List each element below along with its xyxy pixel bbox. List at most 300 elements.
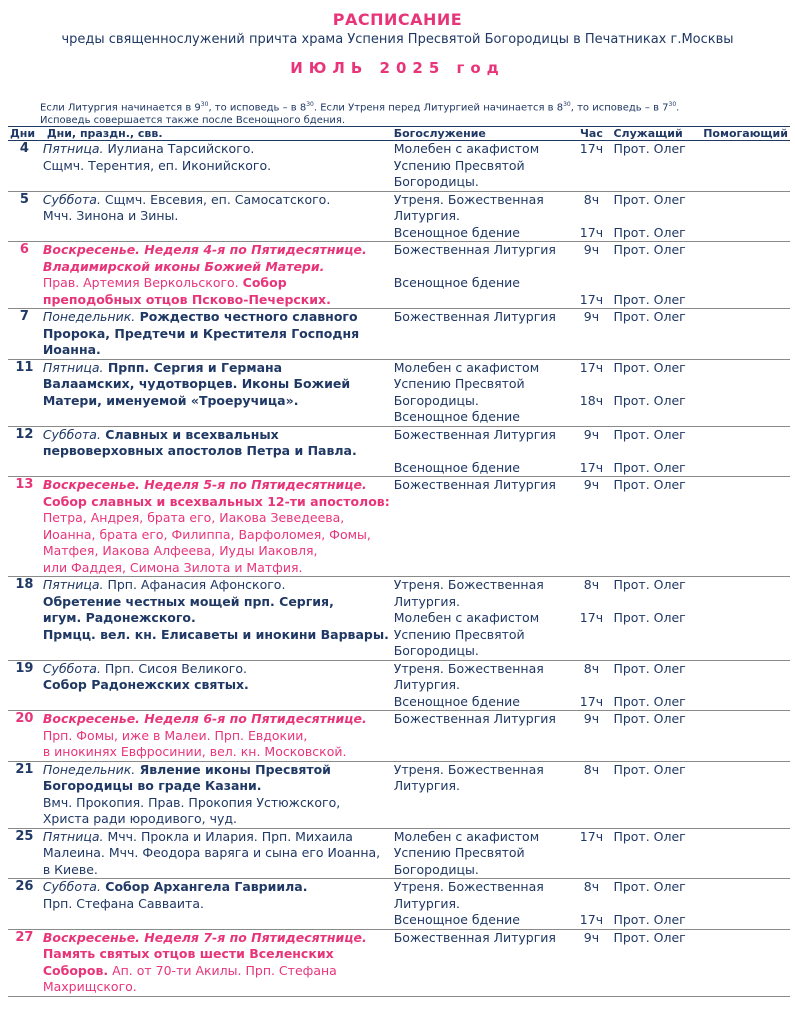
document-title: РАСПИСАНИЕ (332, 10, 463, 29)
priest-text-line (613, 342, 699, 359)
service-text-line: Богородицы. (393, 861, 479, 877)
saints-text: Вмч. Прокопия. Прав. Прокопия Устюжского, (42, 794, 341, 810)
saints-cell (41, 477, 392, 577)
service-text-line: Литургия. (393, 593, 461, 609)
service-text-line: Литургия. (393, 208, 461, 223)
saints-line (43, 158, 390, 175)
hour-text-line: 9ч (583, 711, 600, 726)
service-text-line: Божественная Литургия (393, 309, 556, 324)
saints-text: Петра, Андрея, брата его, Иакова Зеведеева, (42, 510, 345, 525)
saints-line (43, 259, 390, 276)
hour-cell (571, 879, 611, 930)
service-cell (392, 242, 572, 309)
service-text-line (394, 259, 570, 276)
saints-text: Мчч. Прокла и Илария. Прп. Михаила (103, 828, 353, 844)
helper-cell (701, 711, 790, 762)
hour-text-line (573, 376, 609, 393)
priest-cell (611, 242, 701, 309)
saints-text: Пятница. (42, 359, 104, 375)
helper-cell (701, 761, 790, 828)
service-text-line: Утреня. Божественная (393, 761, 544, 777)
saints-text: Владимирской иконы Божией Матери. (42, 258, 325, 274)
saints-cell (41, 828, 392, 879)
hour-text-line (573, 409, 609, 426)
priest-cell (611, 929, 701, 996)
saints-text: Богородицы во граде Казани. (42, 778, 262, 793)
table-row (8, 242, 790, 309)
service-text-line: Божественная Литургия (393, 242, 556, 257)
priest-text-line (613, 643, 699, 660)
day-cell: 6 (8, 242, 41, 309)
hour-text-line: 17ч (579, 224, 604, 240)
hour-text-line: 9ч (583, 477, 600, 492)
saints-line (43, 930, 390, 947)
saints-line (43, 326, 390, 343)
hour-cell (571, 477, 611, 577)
saints-cell (41, 359, 392, 426)
priest-text-line: Прот. Олег (613, 693, 686, 709)
priest-text-line: Прот. Олег (613, 359, 686, 375)
service-text-line: Утреня. Божественная (393, 577, 544, 592)
schedule-table (8, 126, 790, 997)
saints-text: Суббота. (42, 879, 101, 894)
service-text-line: Успению Пресвятой (393, 845, 525, 860)
service-text-line: Литургия. (393, 677, 461, 692)
table-row (8, 191, 790, 242)
saints-line (43, 527, 390, 544)
hour-cell (571, 761, 611, 828)
hour-cell (571, 660, 611, 711)
table-row (8, 879, 790, 930)
saints-line (43, 627, 390, 644)
priest-cell (611, 359, 701, 426)
saints-line (43, 192, 390, 209)
priest-cell (611, 828, 701, 879)
hour-text-line (573, 174, 609, 191)
priest-cell (611, 761, 701, 828)
hour-text-line (573, 208, 609, 225)
saints-line (43, 443, 390, 460)
priest-text-line (613, 275, 699, 292)
day-cell: 18 (8, 577, 41, 661)
priest-cell (611, 309, 701, 360)
priest-cell (611, 191, 701, 242)
saints-text: Прпп. Сергия и Германа (103, 359, 283, 375)
saints-text: Явление иконы Пресвятой (135, 761, 331, 777)
saints-line (43, 762, 390, 779)
saints-text: Обретение честных мощей прп. Сергия, (42, 593, 334, 609)
hour-text-line: 9ч (583, 309, 600, 324)
priest-cell (611, 711, 701, 762)
priest-text-line: Прот. Олег (613, 191, 686, 207)
priest-text-line (613, 376, 699, 393)
saints-line (43, 376, 390, 393)
helper-cell (701, 660, 790, 711)
priest-text-line: Прот. Олег (613, 291, 686, 307)
table-row (8, 828, 790, 879)
priest-text-line (613, 174, 699, 191)
priest-text-line: Прот. Олег (613, 242, 686, 257)
saints-text: Собор славных и всехвальных 12-ти апостолов: (42, 493, 390, 509)
saints-text: Пророка, Предтечи и Крестителя Господня (42, 325, 360, 341)
column-header-day: Дни (8, 127, 41, 141)
day-cell: 21 (8, 761, 41, 828)
document-header (0, 10, 795, 77)
saints-text: Ап. от 70-ти Акилы. Прп. Стефана (108, 962, 337, 978)
helper-cell (701, 879, 790, 930)
hour-cell (571, 426, 611, 477)
saints-text: Соборов. (42, 962, 109, 978)
saints-text: игум. Радонежского. (42, 610, 196, 625)
hour-cell (571, 359, 611, 426)
saints-text: Иоанна. (42, 342, 101, 357)
hour-text-line: 17ч (579, 359, 604, 375)
saints-text: Малеина. Мчч. Феодора варяга и сына его Иоанна, (42, 845, 381, 860)
service-text-line: Всенощное бдение (393, 224, 520, 240)
service-cell (392, 426, 572, 477)
saints-line (43, 677, 390, 694)
day-cell: 4 (8, 141, 41, 192)
table-row (8, 761, 790, 828)
priest-text-line: Прот. Олег (613, 929, 686, 945)
day-cell: 20 (8, 711, 41, 762)
confession-note-line-1: Если Литургия начинается в $9^{30}$, то исповедь – в $8^{30}$. Если Утреня перед Литургией начинается в $8^{30}$, то исповедь – в $7^{30}$. (40, 101, 680, 114)
priest-text-line (613, 443, 699, 460)
saints-text: Воскресенье. Неделя 5-я по Пятидесятнице. (42, 477, 367, 492)
saints-line (43, 275, 390, 292)
saints-line (43, 309, 390, 326)
day-cell: 11 (8, 359, 41, 426)
saints-line (43, 744, 390, 761)
priest-text-line (613, 778, 699, 795)
saints-text: преподобных отцов Псково-Печерских. (42, 291, 331, 307)
saints-line (43, 477, 390, 494)
hour-text-line (573, 845, 609, 862)
saints-cell (41, 242, 392, 309)
service-text-line (394, 443, 570, 460)
hour-text-line: 17ч (579, 610, 604, 625)
service-text-line: Богородицы. (393, 392, 479, 408)
saints-text: Собор Архангела Гавриила. (100, 879, 308, 894)
priest-text-line: Прот. Олег (613, 392, 686, 408)
saints-text: Матфея, Иакова Алфеева, Иуды Иаковля, (42, 543, 318, 558)
saints-text: или Фаддея, Симона Зилота и Матфия. (42, 559, 303, 575)
service-text-line: Молебен с акафистом (393, 610, 540, 625)
day-cell: 25 (8, 828, 41, 879)
service-cell (392, 309, 572, 360)
schedule-body (8, 141, 790, 997)
priest-text-line: Прот. Олег (613, 224, 686, 240)
helper-cell (701, 309, 790, 360)
saints-text: Собор Радонежских святых. (42, 677, 249, 692)
service-text-line (394, 292, 570, 309)
day-cell: 12 (8, 426, 41, 477)
saints-cell (41, 426, 392, 477)
service-cell (392, 359, 572, 426)
priest-text-line: Прот. Олег (613, 879, 686, 894)
priest-text-line: Прот. Олег (613, 141, 686, 156)
priest-cell (611, 577, 701, 661)
saints-text: Иулиана Тарсийского. (103, 141, 255, 156)
service-cell (392, 929, 572, 996)
helper-cell (701, 242, 790, 309)
saints-cell (41, 879, 392, 930)
saints-text: Мчч. Зинона и Зины. (42, 208, 179, 223)
table-row (8, 711, 790, 762)
hour-text-line (573, 643, 609, 660)
saints-text: Память святых отцов шести Вселенских (42, 946, 334, 961)
service-text-line: Всенощное бдение (393, 459, 520, 475)
column-header-service: Богослужение (392, 127, 572, 141)
saints-text: Иоанна, брата его, Филиппа, Варфоломея, Фомы, (42, 526, 371, 542)
saints-line (43, 208, 390, 225)
saints-text: Махрищского. (42, 979, 137, 994)
saints-line (43, 811, 390, 828)
saints-text: в инокинях Евфросинии, вел. кн. Московской. (42, 744, 347, 759)
saints-text: Суббота. (42, 191, 101, 207)
service-text-line: Всенощное бдение (393, 409, 520, 424)
saints-text: Сщмч. Терентия, еп. Иконийского. (42, 157, 272, 173)
saints-line (43, 141, 390, 158)
hour-text-line: 17ч (579, 828, 604, 844)
day-cell: 27 (8, 929, 41, 996)
saints-text: Сщмч. Евсевия, еп. Самосатского. (100, 191, 331, 207)
hour-text-line: 9ч (583, 242, 600, 257)
priest-text-line: Прот. Олег (613, 660, 686, 676)
hour-text-line: 17ч (579, 141, 604, 156)
service-text-line: Божественная Литургия (393, 426, 556, 442)
column-header-saints: Дни, праздн., свв. (41, 127, 392, 141)
priest-text-line: Прот. Олег (613, 828, 686, 844)
hour-text-line (573, 342, 609, 359)
table-row (8, 929, 790, 996)
table-row (8, 660, 790, 711)
saints-text: первоверховных апостолов Петра и Павла. (42, 443, 357, 458)
table-row (8, 477, 790, 577)
saints-line (43, 778, 390, 795)
hour-text-line (573, 862, 609, 879)
saints-line (43, 979, 390, 996)
priest-cell (611, 141, 701, 192)
day-cell: 26 (8, 879, 41, 930)
saints-text: Пятница. (42, 577, 104, 592)
saints-text: Прп. Фомы, иже в Малеи. Прп. Евдокии, (42, 727, 308, 743)
day-cell: 13 (8, 477, 41, 577)
hour-cell (571, 828, 611, 879)
saints-line (43, 292, 390, 309)
hour-text-line: 17ч (579, 291, 604, 307)
hour-text-line: 17ч (579, 693, 604, 709)
priest-text-line: Прот. Олег (613, 610, 686, 625)
service-text-line: Божественная Литургия (393, 929, 556, 945)
saints-line (43, 427, 390, 444)
saints-text: Пятница. (42, 141, 104, 156)
priest-text-line (613, 158, 699, 175)
saints-cell (41, 761, 392, 828)
hour-text-line (573, 778, 609, 795)
priest-text-line (613, 896, 699, 913)
day-cell: 19 (8, 660, 41, 711)
service-cell (392, 879, 572, 930)
saints-text: Прп. Афанасия Афонского. (103, 577, 286, 592)
saints-text: Понедельник. (42, 761, 136, 777)
service-text-line: Всенощное бдение (393, 912, 520, 927)
service-text-line (394, 342, 570, 359)
service-cell (392, 660, 572, 711)
hour-cell (571, 141, 611, 192)
saints-line (43, 829, 390, 846)
saints-line (43, 594, 390, 611)
priest-text-line: Прот. Олег (613, 477, 686, 492)
priest-cell (611, 660, 701, 711)
priest-text-line (613, 594, 699, 611)
helper-cell (701, 929, 790, 996)
saints-text: Валаамских, чудотворцев. Иконы Божией (42, 376, 351, 391)
saints-text: в Киеве. (42, 861, 98, 877)
hour-text-line: 8ч (583, 660, 600, 676)
hour-text-line: 18ч (579, 392, 604, 408)
saints-cell (41, 577, 392, 661)
saints-line (43, 510, 390, 527)
hour-text-line (573, 594, 609, 611)
saints-line (43, 896, 390, 913)
priest-text-line: Прот. Олег (613, 912, 686, 927)
priest-text-line (613, 326, 699, 343)
priest-cell (611, 477, 701, 577)
priest-cell (611, 879, 701, 930)
helper-cell (701, 191, 790, 242)
saints-line (43, 963, 390, 980)
service-text-line: Богородицы. (393, 643, 479, 658)
service-text-line: Литургия. (393, 778, 461, 793)
hour-text-line (573, 326, 609, 343)
service-cell (392, 711, 572, 762)
table-row (8, 359, 790, 426)
hour-text-line: 9ч (583, 929, 600, 945)
confession-note (40, 98, 760, 127)
priest-text-line: Прот. Олег (613, 577, 686, 592)
table-row (8, 577, 790, 661)
priest-text-line: Прот. Олег (613, 309, 686, 324)
saints-text: Собор (242, 275, 287, 290)
saints-line (43, 610, 390, 627)
hour-text-line: 8ч (583, 191, 600, 207)
service-cell (392, 141, 572, 192)
hour-cell (571, 191, 611, 242)
saints-line (43, 543, 390, 560)
saints-cell (41, 141, 392, 192)
saints-text: Воскресенье. Неделя 6-я по Пятидесятнице. (42, 711, 367, 726)
service-cell (392, 761, 572, 828)
priest-text-line (613, 862, 699, 879)
saints-cell (41, 191, 392, 242)
saints-line (43, 661, 390, 678)
helper-cell (701, 477, 790, 577)
saints-cell (41, 929, 392, 996)
service-text-line: Утреня. Божественная (393, 879, 544, 894)
table-row (8, 141, 790, 192)
service-text-line: Божественная Литургия (393, 711, 556, 726)
saints-text: Славных и всехвальных (100, 426, 279, 442)
service-cell (392, 828, 572, 879)
saints-text: Понедельник. (42, 309, 136, 324)
saints-text: Прп. Сисоя Великого. (100, 660, 247, 676)
service-text-line: Молебен с акафистом (393, 359, 540, 375)
saints-text: Пятница. (42, 828, 104, 844)
priest-text-line (613, 208, 699, 225)
saints-text: Прмцц. вел. кн. Елисаветы и инокини Варвары. (42, 626, 389, 642)
service-cell (392, 577, 572, 661)
saints-text: Суббота. (42, 660, 101, 676)
priest-text-line: Прот. Олег (613, 711, 686, 726)
saints-line (43, 845, 390, 862)
hour-text-line (573, 896, 609, 913)
priest-text-line: Прот. Олег (613, 459, 686, 475)
service-text-line: Всенощное бдение (393, 693, 520, 709)
priest-text-line (613, 627, 699, 644)
saints-text: Воскресенье. Неделя 4-я по Пятидесятнице. (42, 242, 367, 257)
service-text-line: Молебен с акафистом (393, 828, 540, 844)
hour-text-line: 8ч (583, 879, 600, 894)
table-row (8, 309, 790, 360)
priest-text-line (613, 409, 699, 426)
day-cell: 7 (8, 309, 41, 360)
saints-line (43, 242, 390, 259)
service-text-line: Утреня. Божественная (393, 660, 544, 676)
saints-line (43, 711, 390, 728)
column-header-priest: Служащий (611, 127, 701, 141)
hour-cell (571, 929, 611, 996)
helper-cell (701, 828, 790, 879)
saints-cell (41, 309, 392, 360)
confession-note-line-2: Исповедь совершается также после Всенощного бдения. (40, 115, 346, 127)
priest-text-line (613, 259, 699, 276)
column-header-hour: Час (571, 127, 611, 141)
table-row (8, 426, 790, 477)
priest-text-line (613, 677, 699, 694)
hour-cell (571, 309, 611, 360)
priest-text-line: Прот. Олег (613, 426, 686, 442)
hour-text-line (573, 627, 609, 644)
document-subtitle: чреды священнослужений причта храма Успения Пресвятой Богородицы в Печатниках г.Москвы (61, 32, 734, 47)
helper-cell (701, 141, 790, 192)
service-text-line: Богородицы. (393, 174, 479, 189)
table-header-row (8, 127, 790, 141)
column-header-helper: Помогающий (701, 127, 790, 141)
saints-line (43, 577, 390, 594)
hour-text-line (573, 259, 609, 276)
priest-cell (611, 426, 701, 477)
saints-line (43, 728, 390, 745)
saints-line (43, 494, 390, 511)
service-cell (392, 477, 572, 577)
hour-cell (571, 711, 611, 762)
saints-line (43, 560, 390, 577)
saints-text: Суббота. (42, 426, 101, 442)
service-text-line: Всенощное бдение (393, 275, 520, 290)
saints-line (43, 946, 390, 963)
saints-line (43, 862, 390, 879)
saints-line (43, 393, 390, 410)
saints-line (43, 879, 390, 896)
hour-cell (571, 577, 611, 661)
service-text-line: Успению Пресвятой (393, 157, 525, 173)
helper-cell (701, 359, 790, 426)
saints-text: Прп. Стефана Савваита. (42, 895, 204, 911)
hour-text-line (573, 275, 609, 292)
priest-text-line: Прот. Олег (613, 761, 686, 777)
service-text-line: Божественная Литургия (393, 477, 556, 492)
